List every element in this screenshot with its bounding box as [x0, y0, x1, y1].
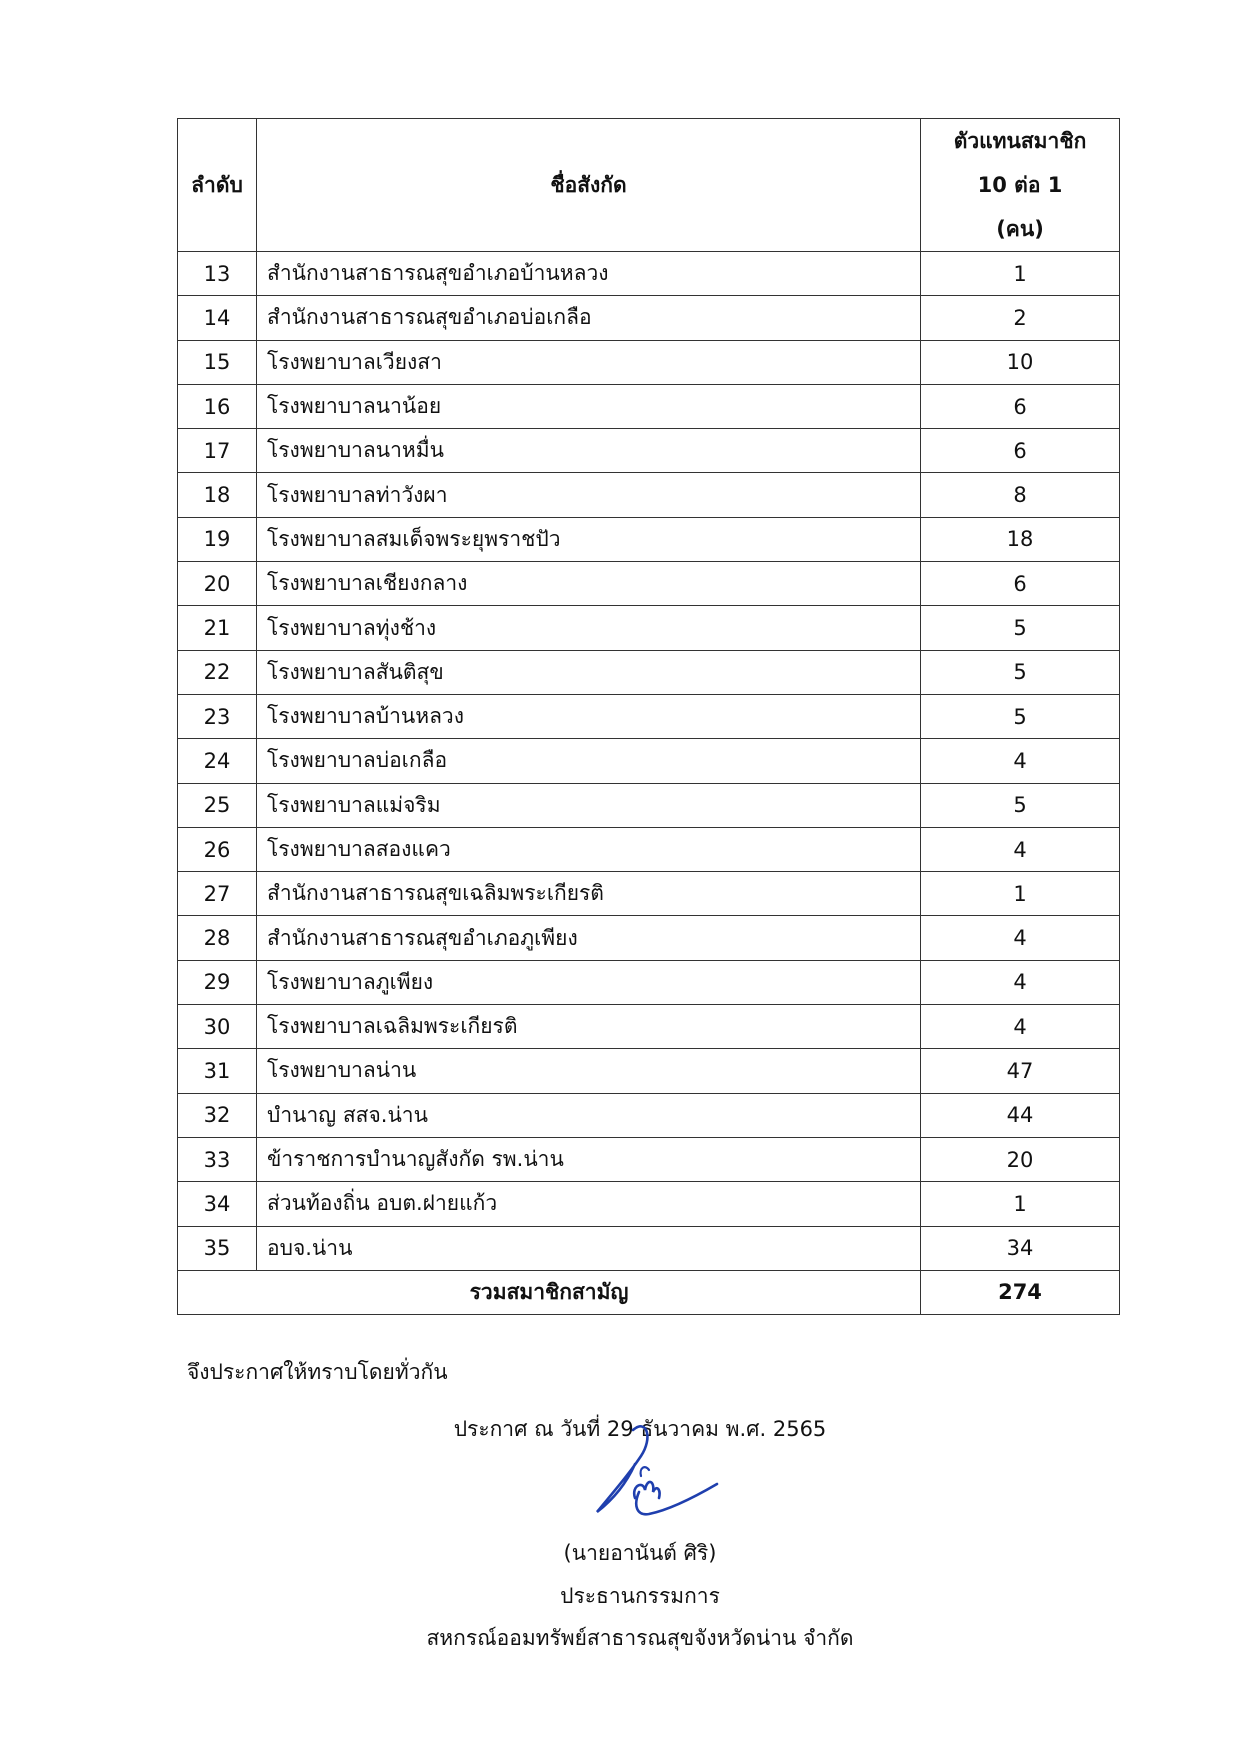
row-count: 44	[921, 1093, 1120, 1137]
row-number: 32	[178, 1093, 257, 1137]
row-count: 47	[921, 1049, 1120, 1093]
row-number: 18	[178, 473, 257, 517]
table-row	[178, 1005, 1120, 1049]
row-count: 6	[921, 429, 1120, 473]
table-row	[178, 606, 1120, 650]
row-name: โรงพยาบาลบ่อเกลือ	[257, 739, 921, 783]
row-name: โรงพยาบาลบ้านหลวง	[257, 694, 921, 738]
row-count: 6	[921, 384, 1120, 428]
header-name: ชื่อสังกัด	[257, 119, 921, 252]
row-name: โรงพยาบาลน่าน	[257, 1049, 921, 1093]
row-count: 18	[921, 517, 1120, 561]
row-count: 34	[921, 1226, 1120, 1270]
total-row	[178, 1270, 1120, 1314]
row-number: 22	[178, 650, 257, 694]
row-name: โรงพยาบาลสองแคว	[257, 827, 921, 871]
total-value: 274	[921, 1270, 1120, 1314]
row-number: 25	[178, 783, 257, 827]
table-row	[178, 960, 1120, 1004]
row-number: 33	[178, 1137, 257, 1181]
header-representative-line2: 10 ต่อ 1	[977, 173, 1063, 197]
table-row	[178, 562, 1120, 606]
row-count: 4	[921, 739, 1120, 783]
announcement-text: จึงประกาศให้ทราบโดยทั่วกัน	[187, 1360, 448, 1384]
row-name: บำนาญ สสจ.น่าน	[257, 1093, 921, 1137]
table-row	[178, 517, 1120, 561]
signer-name: (นายอานันต์ ศิริ)	[563, 1541, 717, 1565]
row-count: 1	[921, 872, 1120, 916]
row-count: 5	[921, 694, 1120, 738]
row-name: ส่วนท้องถิ่น อบต.ฝายแก้ว	[257, 1182, 921, 1226]
row-number: 21	[178, 606, 257, 650]
row-count: 8	[921, 473, 1120, 517]
row-number: 35	[178, 1226, 257, 1270]
row-number: 13	[178, 252, 257, 296]
row-count: 5	[921, 606, 1120, 650]
row-number: 27	[178, 872, 257, 916]
row-number: 16	[178, 384, 257, 428]
table-row	[178, 296, 1120, 340]
row-number: 28	[178, 916, 257, 960]
row-number: 17	[178, 429, 257, 473]
table-row	[178, 1226, 1120, 1270]
table-row	[178, 429, 1120, 473]
announcement-date: ประกาศ ณ วันที่ 29 ธันวาคม พ.ศ. 2565	[453, 1417, 827, 1441]
table-row	[178, 1182, 1120, 1226]
row-count: 5	[921, 783, 1120, 827]
signer-position: ประธานกรรมการ	[560, 1584, 720, 1608]
row-number: 31	[178, 1049, 257, 1093]
member-representative-table	[177, 118, 1120, 1315]
row-name: โรงพยาบาลนาหมื่น	[257, 429, 921, 473]
row-name: โรงพยาบาลเวียงสา	[257, 340, 921, 384]
row-name: ข้าราชการบำนาญสังกัด รพ.น่าน	[257, 1137, 921, 1181]
row-number: 23	[178, 694, 257, 738]
total-label: รวมสมาชิกสามัญ	[178, 1270, 921, 1314]
table-row	[178, 916, 1120, 960]
header-number: ลำดับ	[178, 119, 257, 252]
organization-name: สหกรณ์ออมทรัพย์สาธารณสุขจังหวัดน่าน จำกัด	[426, 1626, 854, 1650]
row-number: 30	[178, 1005, 257, 1049]
row-count: 10	[921, 340, 1120, 384]
table-row	[178, 384, 1120, 428]
table-row	[178, 783, 1120, 827]
row-name: สำนักงานสาธารณสุขเฉลิมพระเกียรติ	[257, 872, 921, 916]
row-name: อบจ.น่าน	[257, 1226, 921, 1270]
table-header-row	[178, 119, 1120, 252]
row-number: 15	[178, 340, 257, 384]
row-number: 29	[178, 960, 257, 1004]
row-name: โรงพยาบาลภูเพียง	[257, 960, 921, 1004]
row-number: 26	[178, 827, 257, 871]
header-representative	[921, 119, 1120, 252]
row-count: 1	[921, 252, 1120, 296]
table-body	[178, 252, 1120, 1271]
row-name: สำนักงานสาธารณสุขอำเภอบ่อเกลือ	[257, 296, 921, 340]
row-count: 4	[921, 916, 1120, 960]
row-number: 14	[178, 296, 257, 340]
header-representative-line3: (คน)	[996, 217, 1044, 241]
table-row	[178, 650, 1120, 694]
row-number: 20	[178, 562, 257, 606]
row-name: โรงพยาบาลเฉลิมพระเกียรติ	[257, 1005, 921, 1049]
table-row	[178, 827, 1120, 871]
table-row	[178, 473, 1120, 517]
table-row	[178, 694, 1120, 738]
row-name: สำนักงานสาธารณสุขอำเภอบ้านหลวง	[257, 252, 921, 296]
row-number: 24	[178, 739, 257, 783]
table-row	[178, 1137, 1120, 1181]
row-name: โรงพยาบาลเชียงกลาง	[257, 562, 921, 606]
table-row	[178, 1093, 1120, 1137]
row-count: 4	[921, 1005, 1120, 1049]
row-count: 4	[921, 827, 1120, 871]
table-row	[178, 1049, 1120, 1093]
row-name: โรงพยาบาลสมเด็จพระยุพราชปัว	[257, 517, 921, 561]
row-count: 2	[921, 296, 1120, 340]
row-name: โรงพยาบาลสันติสุข	[257, 650, 921, 694]
row-count: 20	[921, 1137, 1120, 1181]
row-number: 34	[178, 1182, 257, 1226]
row-count: 1	[921, 1182, 1120, 1226]
table-row	[178, 340, 1120, 384]
handwritten-signature	[575, 1420, 725, 1530]
row-count: 5	[921, 650, 1120, 694]
row-name: โรงพยาบาลทุ่งช้าง	[257, 606, 921, 650]
row-count: 6	[921, 562, 1120, 606]
row-name: โรงพยาบาลนาน้อย	[257, 384, 921, 428]
row-name: โรงพยาบาลท่าวังผา	[257, 473, 921, 517]
table-row	[178, 252, 1120, 296]
row-name: สำนักงานสาธารณสุขอำเภอภูเพียง	[257, 916, 921, 960]
row-name: โรงพยาบาลแม่จริม	[257, 783, 921, 827]
table-row	[178, 739, 1120, 783]
header-representative-line1: ตัวแทนสมาชิก	[953, 129, 1087, 153]
table-row	[178, 872, 1120, 916]
row-count: 4	[921, 960, 1120, 1004]
row-number: 19	[178, 517, 257, 561]
